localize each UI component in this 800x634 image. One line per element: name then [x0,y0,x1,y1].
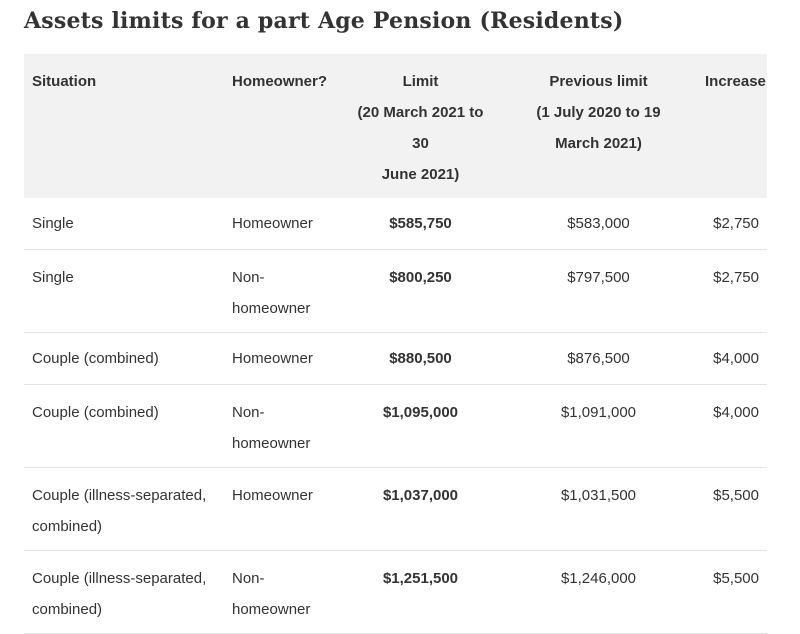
cell-situation [24,198,224,250]
situation-text-line1: Couple (illness-separated, [32,487,207,504]
homeowner-text: Homeowner [232,487,313,504]
situation-text: Couple (combined) [32,404,159,421]
cell-limit: $585,750 [341,198,500,250]
table-row [24,551,767,634]
header-previous-limit-label: Previous limit [549,73,648,90]
cell-increase: $5,500 [697,551,767,634]
cell-increase: $4,000 [697,385,767,468]
table-row [24,250,767,333]
cell-increase: $2,750 [697,198,767,250]
homeowner-text-line2: homeowner [232,300,311,317]
cell-limit: $1,095,000 [341,385,500,468]
situation-text-line2: combined) [32,601,103,618]
homeowner-text: Homeowner [232,215,313,232]
header-homeowner: Homeowner? [232,73,328,90]
cell-limit: $1,251,500 [341,551,500,634]
cell-limit: $880,500 [341,333,500,385]
cell-homeowner [224,333,341,385]
homeowner-text-line2: homeowner [232,435,311,452]
header-limit-period-line1: (20 March 2021 to 30 [357,104,484,152]
cell-homeowner [224,385,341,468]
table-header [24,54,767,198]
cell-homeowner [224,468,341,551]
cell-limit: $1,037,000 [341,468,500,551]
cell-limit: $800,250 [341,250,500,333]
header-limit-period-line2: June 2021) [381,166,460,183]
situation-text: Single [32,215,74,232]
header-previous-limit [500,54,697,198]
header-limit [341,54,500,198]
cell-homeowner [224,551,341,634]
cell-homeowner [224,198,341,250]
header-limit-label: Limit [402,73,439,90]
cell-situation [24,468,224,551]
cell-previous-limit: $797,500 [500,250,697,333]
cell-situation [24,551,224,634]
situation-text: Couple (combined) [32,350,159,367]
table-row [24,198,767,250]
cell-previous-limit: $1,091,000 [500,385,697,468]
table-row [24,385,767,468]
cell-increase: $5,500 [697,468,767,551]
homeowner-text-line1: Non- [232,404,265,421]
page-title: Assets limits for a part Age Pension (Residents) [24,8,624,34]
homeowner-text-line1: Non- [232,269,265,286]
cell-increase: $2,750 [697,250,767,333]
cell-previous-limit: $876,500 [500,333,697,385]
header-situation: Situation [32,73,97,90]
table-row [24,333,767,385]
situation-text-line2: combined) [32,518,103,535]
cell-increase: $4,000 [697,333,767,385]
header-row [24,54,767,198]
cell-situation [24,333,224,385]
situation-text-line1: Couple (illness-separated, [32,570,207,587]
table-body [24,198,767,634]
assets-limits-table [24,54,767,634]
cell-homeowner [224,250,341,333]
cell-previous-limit: $583,000 [500,198,697,250]
cell-previous-limit: $1,031,500 [500,468,697,551]
situation-text: Single [32,269,74,286]
header-increase: Increase [705,73,766,90]
cell-previous-limit: $1,246,000 [500,551,697,634]
cell-situation [24,250,224,333]
homeowner-text: Homeowner [232,350,313,367]
header-previous-period-line1: (1 July 2020 to 19 [536,104,661,121]
homeowner-text-line2: homeowner [232,601,311,618]
homeowner-text-line1: Non- [232,570,265,587]
table-row [24,468,767,551]
header-previous-period-line2: March 2021) [555,135,642,152]
cell-situation [24,385,224,468]
